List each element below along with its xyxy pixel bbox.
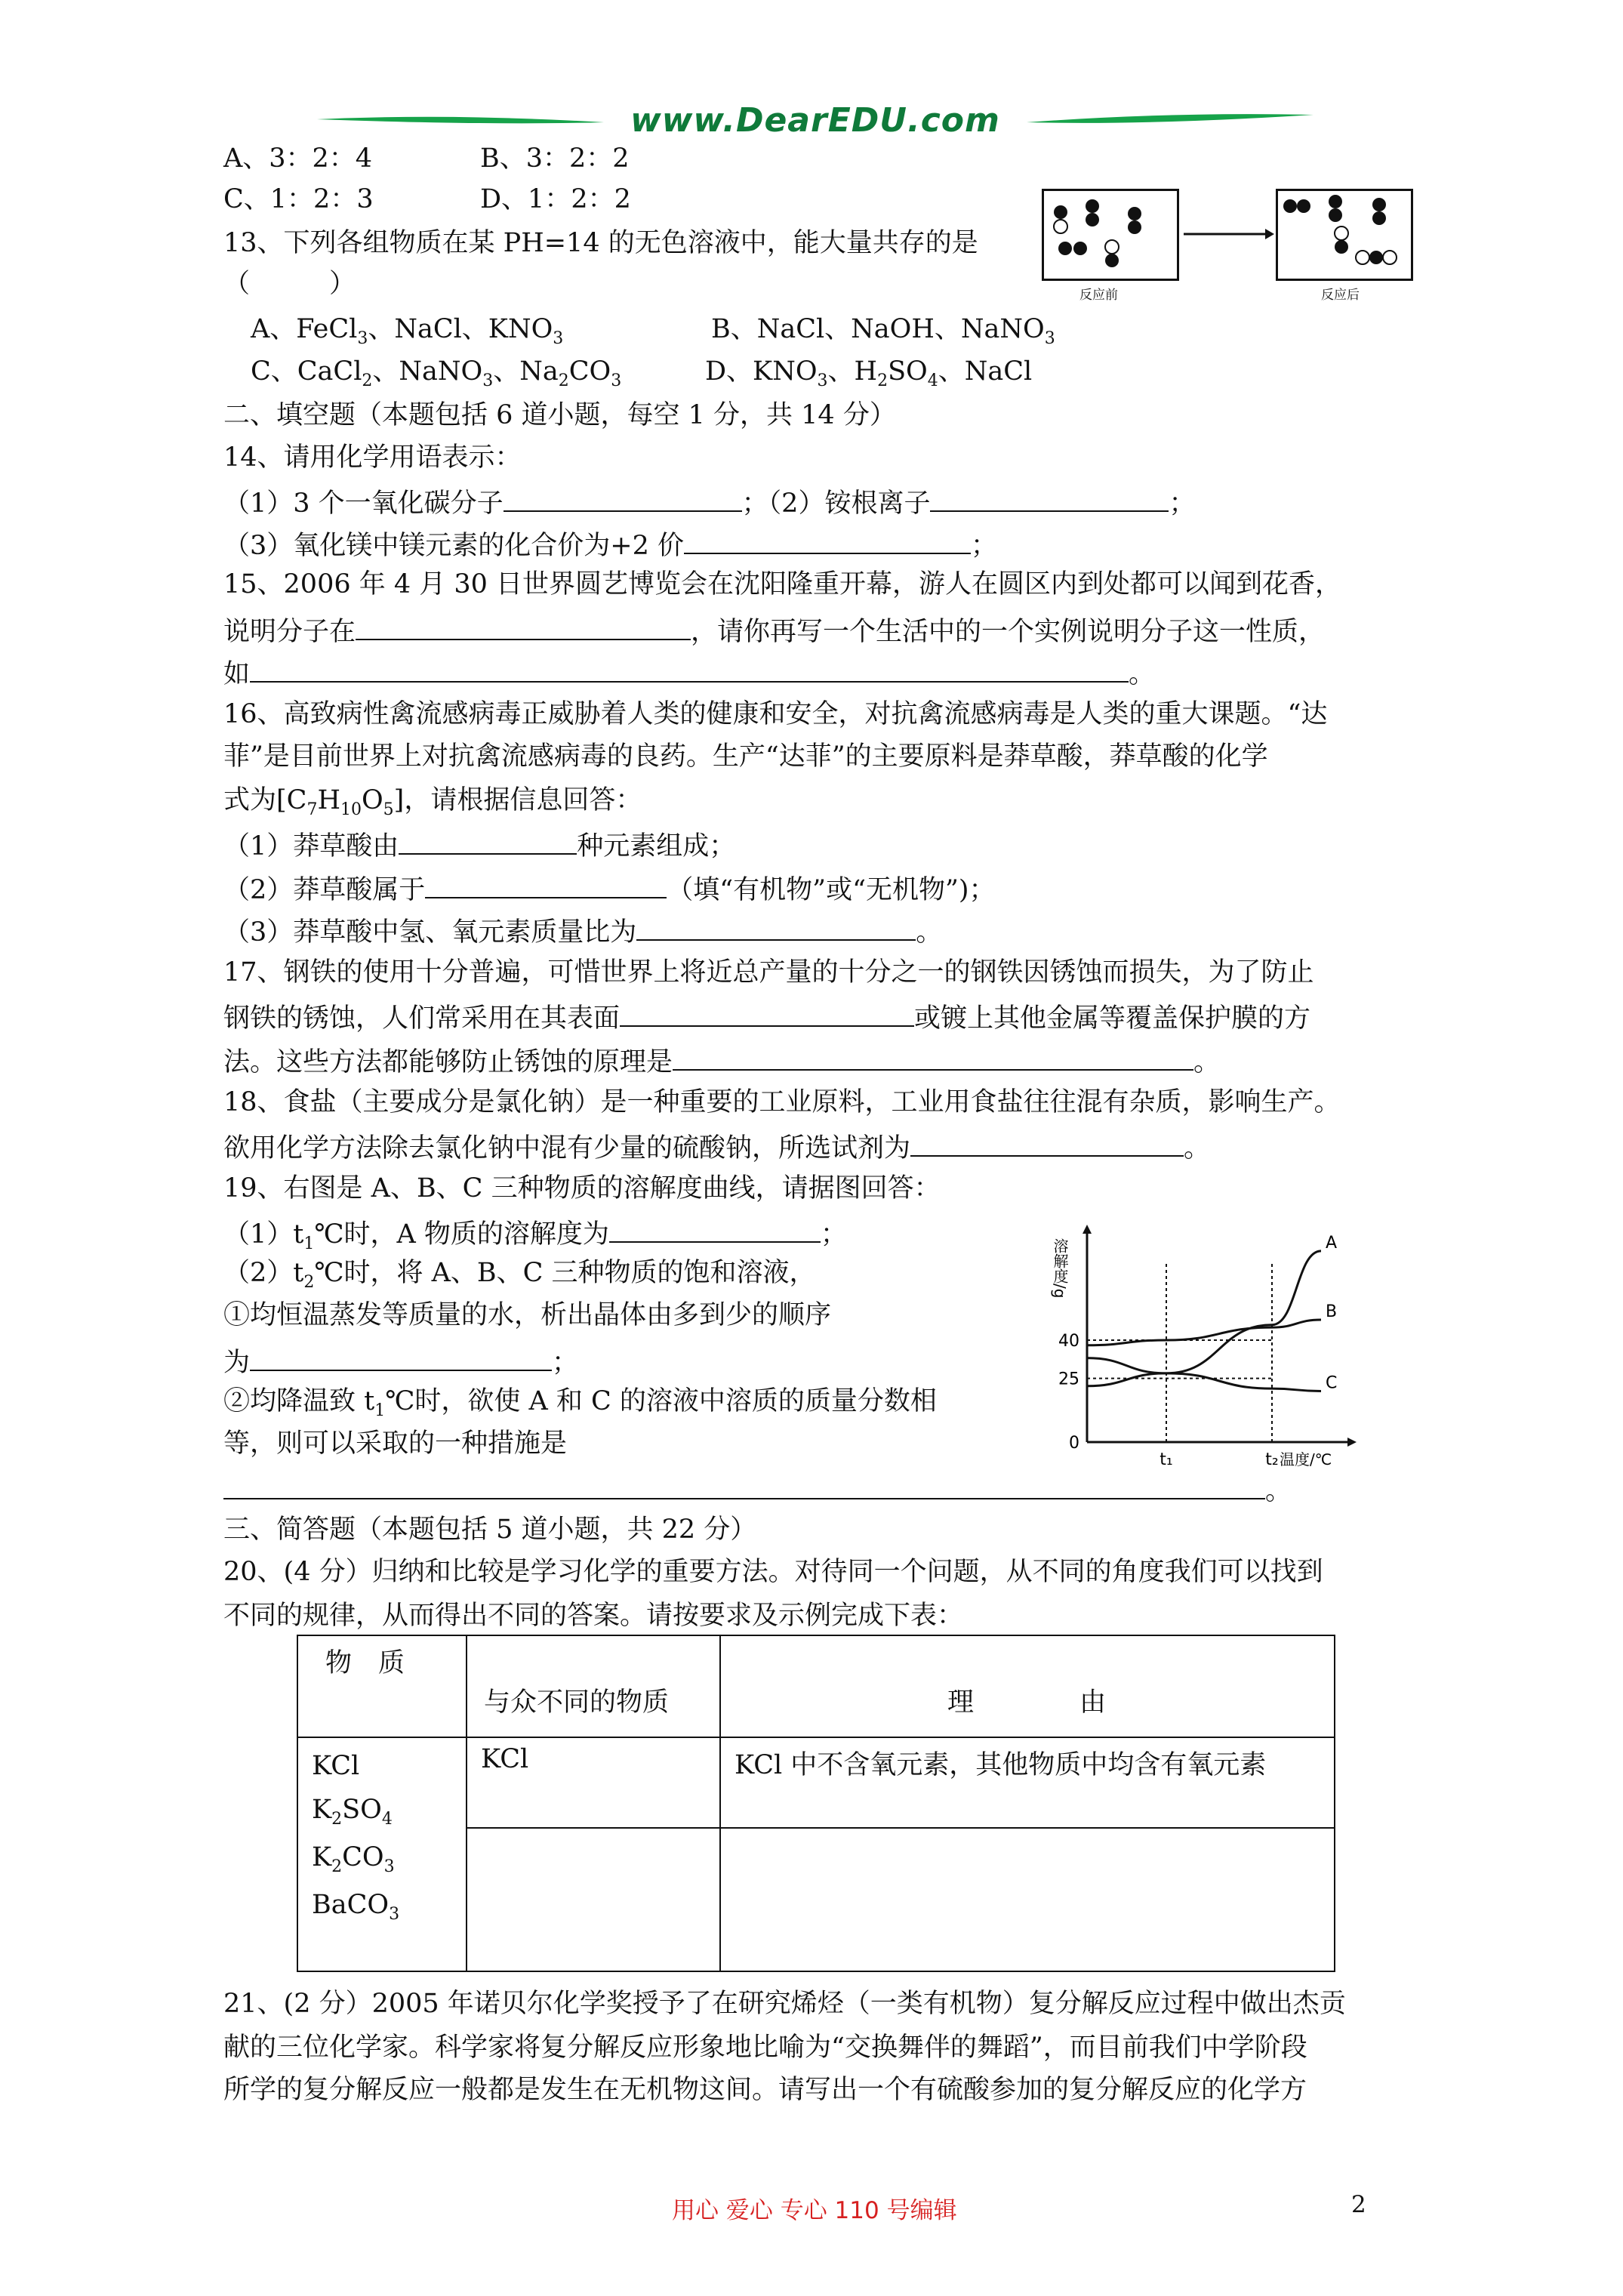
after-box (1276, 189, 1413, 281)
header-odd: 与众不同的物质 (467, 1635, 720, 1737)
example-odd: KCl (467, 1737, 720, 1828)
q13-option-d: D、$KNO_3$、$H_2SO_4$、NaCl (705, 356, 1033, 390)
q19-part1: $(1)t_1℃$时，A 物质的溶解度为 ； (223, 1214, 847, 1255)
q13-option-a: A、FeCl$_3$、NaCl、$KNO_3$ (251, 314, 564, 348)
y-tick-label-25: 25 (1058, 1370, 1079, 1389)
q16-part1: （1）莽草酸由 种元素组成； (223, 826, 735, 863)
x-tick-label-1: t₁ (1160, 1450, 1173, 1469)
q18-line1: 18、食盐（主要成分是氯化钠）是一种重要的工业原料，工业用食盐往往混有杂质，影响生产。 (223, 1087, 1341, 1117)
q16-line2: 菲”是目前世界上对抗禽流感病毒的良药。生产“达菲”的主要原料是莽草酸，莽草酸的化学 (223, 741, 1268, 772)
q13-option-b: B、NaCl、NaOH、NaNO$_3$ (711, 314, 1055, 348)
q16-blank-3[interactable] (636, 912, 916, 941)
x-tick-label-2: t₂ (1265, 1450, 1279, 1469)
substance-list (297, 1737, 467, 1971)
series-label-B: B (1326, 1302, 1338, 1321)
q17-line1: 17、钢铁的使用十分普遍，可惜世界上将近总产量的十分之一的钢铁因锈蚀而损失，为了防止 (223, 957, 1314, 988)
substance-kcl: KCl (312, 1751, 360, 1781)
q17-blank-1[interactable] (620, 998, 914, 1027)
q19-stem: 19、右图是 A、B、C 三种物质的溶解度曲线，请据图回答： (223, 1173, 941, 1203)
y-tick-label-40: 40 (1058, 1332, 1079, 1351)
q20-line1: 20、(4 分）归纳和比较是学习化学的重要方法。对待同一个问题，从不同的角度我们可以找到 (223, 1557, 1323, 1587)
substance-k2co3: $K_2CO_3$ (312, 1842, 395, 1876)
q16-blank-1[interactable] (399, 826, 577, 855)
q18-blank-1[interactable] (910, 1128, 1184, 1157)
q19-blank-2[interactable] (250, 1342, 552, 1371)
q18-line2: 欲用化学方法除去氯化钠中混有少量的硫酸钠，所选试剂为 。 (223, 1128, 1210, 1165)
after-label: 反应后 (1321, 288, 1360, 303)
compare-table (297, 1635, 1335, 1972)
q21-line1: 21、(2 分）2005 年诺贝尔化学奖授予了在研究烯烃（一类有机物）复分解反应过程中做出杰贡 (223, 1989, 1346, 2019)
q16-part3: （3）莽草酸中氢、氧元素质量比为 。 (223, 912, 942, 949)
q14-blank-3[interactable] (684, 525, 971, 554)
q19-answer-line: 。 (223, 1471, 1292, 1508)
q19-sub1b: 为 ； (223, 1342, 578, 1379)
section2-title: 二、填空题（本题包括 6 道小题，每空 1 分，共 14 分） (223, 400, 896, 430)
answer-odd-cell[interactable] (467, 1828, 720, 1971)
header-reason: 理 由 (720, 1635, 1335, 1737)
series-label-C: C (1326, 1373, 1338, 1393)
page-number: 2 (1351, 2191, 1366, 2218)
q12-option-b: B、3：2：2 (480, 143, 630, 174)
chart-labels (1051, 1234, 1337, 1469)
table-header-row (297, 1635, 1335, 1737)
table-row-example (297, 1737, 1335, 1828)
q21-line2: 献的三位化学家。科学家将复分解反应形象地比喻为“交换舞伴的舞蹈”，而目前我们中学阶段 (223, 2032, 1307, 2063)
q21-line3: 所学的复分解反应一般都是发生在无机物这间。请写出一个有硫酸参加的复分解反应的化学方 (223, 2075, 1307, 2105)
y-axis-arrow (1083, 1225, 1092, 1234)
q16-line3: 式为$[C_7H_{10}O_5]$，请根据信息回答： (223, 785, 642, 819)
before-box (1042, 189, 1179, 281)
q12-option-c: C、1：2：3 (223, 184, 374, 214)
q12-option-a: A、3：2：4 (223, 143, 373, 174)
chart-axes (1083, 1225, 1357, 1447)
substance-k2so4: $K_2SO_4$ (312, 1795, 393, 1829)
q17-line2: 钢铁的锈蚀，人们常采用在其表面 或镀上其他金属等覆盖保护膜的方 (223, 998, 1310, 1035)
q16-part2: （2）莽草酸属于 （填“有机物”或“无机物”)； (223, 870, 996, 907)
q15-blank-1[interactable] (356, 612, 691, 640)
q13-paren: （ ） (223, 269, 356, 299)
y-axis-label: 溶解度/g (1051, 1238, 1069, 1299)
q13-option-c: C、CaCl$_2$、NaNO$_3$、$Na_2CO_3$ (251, 356, 622, 390)
solubility-chart (1051, 1223, 1351, 1472)
reaction-arrow (1178, 227, 1276, 242)
answer-reason-cell[interactable] (720, 1828, 1335, 1971)
site-header (302, 97, 1329, 149)
q19-sub1: ①均恒温蒸发等质量的水，析出晶体由多到少的顺序 (223, 1300, 832, 1330)
series-curve-A (1087, 1251, 1321, 1386)
q14-blank-1[interactable] (504, 483, 742, 512)
q19-sub2: ②均降温致 $t_1℃$时，欲使 A 和 C 的溶液中溶质的质量分数相 (223, 1386, 937, 1420)
q17-blank-2[interactable] (673, 1042, 1193, 1071)
q19-part2: $(2)t_2℃$时，将 A、B、C 三种物质的饱和溶液， (223, 1258, 816, 1292)
q19-blank-1[interactable] (609, 1214, 821, 1243)
chart-series (1087, 1251, 1321, 1391)
q19-blank-3[interactable] (223, 1471, 1265, 1499)
substance-baco3: BaCO$_3$ (312, 1890, 400, 1924)
q17-line3: 法。这些方法都能够防止锈蚀的原理是 。 (223, 1042, 1220, 1079)
q15-line2: 说明分子在 ，请你再写一个生活中的一个实例说明分子这一性质， (223, 612, 1325, 649)
q12-option-d: D、1：2：2 (480, 184, 631, 214)
q12-row2 (223, 183, 631, 216)
header-substance: 物 质 (297, 1635, 467, 1737)
x-axis-arrow (1347, 1438, 1357, 1447)
x-axis-label: 温度/℃ (1280, 1450, 1332, 1469)
q15-line3: 如 。 (223, 654, 1155, 691)
footer-note: 用心 爱心 专心 110 号编辑 (672, 2197, 957, 2224)
q14-stem: 14、请用化学用语表示： (223, 442, 522, 473)
chart-guides (1087, 1261, 1272, 1442)
q16-line1: 16、高致病性禽流感病毒正威胁着人类的健康和安全，对抗禽流感病毒是人类的重大课题。“达 (223, 699, 1328, 729)
series-label-A: A (1326, 1233, 1338, 1253)
q20-line2: 不同的规律，从而得出不同的答案。请按要求及示例完成下表： (223, 1601, 964, 1631)
series-curve-B (1087, 1320, 1321, 1345)
example-reason: KCl 中不含氧元素，其他物质中均含有氧元素 (720, 1737, 1335, 1828)
q15-blank-2[interactable] (250, 654, 1129, 683)
q16-blank-2[interactable] (425, 870, 667, 898)
y-tick-label-0: 0 (1069, 1434, 1079, 1453)
q19-sub2b: 等，则可以采取的一种措施是 (223, 1428, 568, 1459)
reaction-figure (1042, 189, 1419, 317)
section3-title: 三、简答题（本题包括 5 道小题，共 22 分） (223, 1515, 757, 1545)
q14-row2: （3）氧化镁中镁元素的化合价为+2 价 ； (223, 525, 997, 562)
q12-row1 (223, 142, 630, 175)
before-label: 反应前 (1079, 288, 1118, 303)
q13-stem: 13、下列各组物质在某 PH=14 的无色溶液中，能大量共存的是 (223, 228, 978, 258)
site-url[interactable]: www.DearEDU.com (630, 101, 1000, 140)
q14-row1: （1）3 个一氧化碳分子 ；（2）铵根离子 ； (223, 483, 1195, 520)
q15-line1: 15、2006 年 4 月 30 日世界圆艺博览会在沈阳隆重开幕，游人在圆区内到处都可以闻到花香， (223, 569, 1342, 599)
q14-blank-2[interactable] (930, 483, 1169, 512)
